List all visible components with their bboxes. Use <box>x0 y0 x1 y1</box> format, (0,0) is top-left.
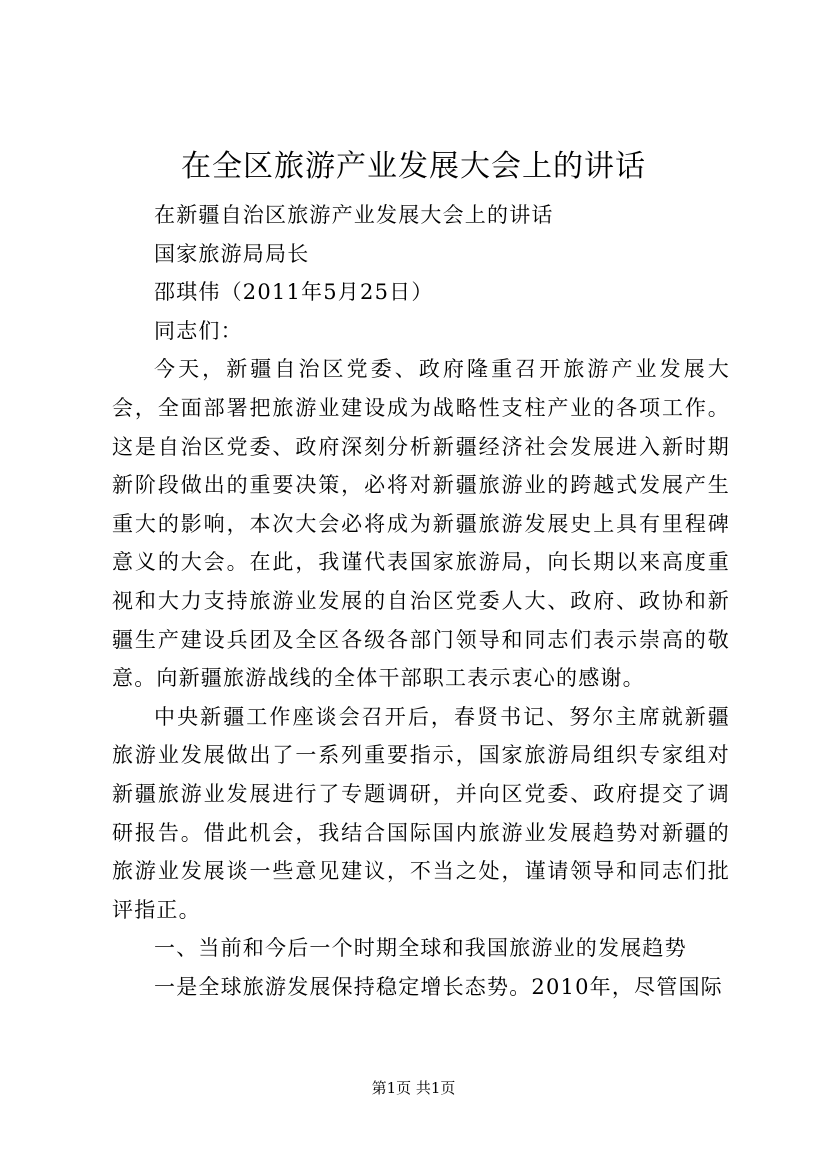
document-body <box>112 196 730 1006</box>
paragraph-subtitle: 在新疆自治区旅游产业发展大会上的讲话 <box>154 203 554 227</box>
section-heading: 一、当前和今后一个时期全球和我国旅游业的发展趋势 <box>154 936 687 961</box>
paragraph-body: 中央新疆工作座谈会召开后，春贤书记、努尔主席就新疆旅游业发展做出了一系列重要指示，国家旅游局组织专家组对新疆旅游业发展进行了专题调研，并向区党委、政府提交了调研报告。借此机会，我结合国际国内旅游业发展趋势对新疆的旅游业发展谈一些意见建议，不当之处，谨请领导和同志们批评指正。 <box>112 704 730 922</box>
paragraph-author-date: 邵琪伟（2011年5月25日） <box>154 280 434 305</box>
document-title: 在全区旅游产业发展大会上的讲话 <box>181 149 646 184</box>
page-footer: 第1页 共1页 <box>371 1079 456 1097</box>
paragraph-body: 今天，新疆自治区党委、政府隆重召开旅游产业发展大会，全面部署把旅游业建设成为战略性支柱产业的各项工作。这是自治区党委、政府深刻分析新疆经济社会发展进入新时期新阶段做出的重要决策，必将对新疆旅游业的跨越式发展产生重大的影响，本次大会必将成为新疆旅游发展史上具有里程碑意义的大会。在此，我谨代表国家旅游局，向长期以来高度重视和大力支持旅游业发展的自治区党委人大、政府、政协和新疆生产建设兵团及全区各级各部门领导和同志们表示崇高的敬意。向新疆旅游战线的全体干部职工表示衷心的感谢。 <box>112 357 730 691</box>
paragraph-body: 一是全球旅游发展保持稳定增长态势。2010年，尽管国际 <box>154 974 723 999</box>
paragraph-salutation: 同志们： <box>154 318 243 343</box>
paragraph-position: 国家旅游局局长 <box>154 241 310 266</box>
